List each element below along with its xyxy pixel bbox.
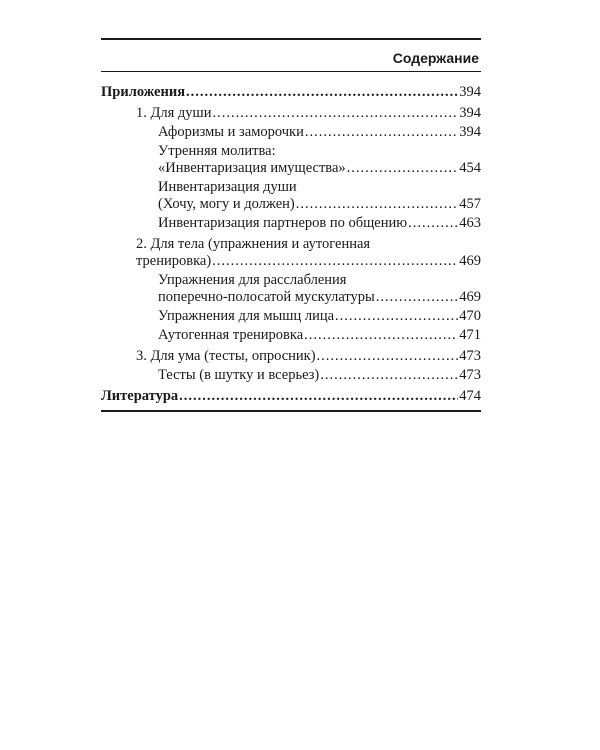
toc-entry[interactable] — [101, 84, 481, 101]
toc-entry-title: 1. Для души — [136, 105, 212, 121]
toc-entry[interactable] — [101, 236, 481, 270]
page-title: Содержание — [392, 50, 479, 66]
book-page — [101, 38, 481, 412]
toc-entry-title: Упражнения для мышц лица — [158, 308, 335, 324]
toc-entry-title: поперечно-полосатой мускулатуры — [158, 289, 375, 305]
toc-entry[interactable] — [101, 215, 481, 232]
toc-page-number: 463 — [459, 215, 481, 231]
toc-entry-title: Утренняя молитва: — [158, 143, 276, 159]
toc-page-number: 474 — [459, 388, 481, 404]
toc-page-number: 473 — [459, 367, 481, 383]
toc-entry-title: Афоризмы и заморочки — [158, 124, 304, 140]
toc-entry-line — [158, 143, 481, 160]
toc-entry-line — [101, 388, 481, 405]
dot-leader — [186, 84, 458, 101]
toc-entry[interactable] — [101, 143, 481, 177]
toc-entry[interactable] — [101, 179, 481, 213]
toc-page-number: 394 — [459, 84, 481, 100]
dot-leader — [296, 196, 458, 213]
toc-page-number: 473 — [459, 348, 481, 364]
toc-entry-title: 3. Для ума (тесты, опросник) — [136, 348, 316, 364]
dot-leader — [408, 215, 458, 232]
toc-entry-line — [158, 160, 481, 177]
toc-entry[interactable] — [101, 105, 481, 122]
toc-page-number: 469 — [459, 253, 481, 269]
bottom-rule — [101, 410, 481, 412]
dot-leader — [320, 367, 458, 384]
toc-entry[interactable] — [101, 388, 481, 405]
dot-leader — [317, 348, 459, 365]
dot-leader — [305, 124, 458, 141]
toc-entry-title: Упражнения для расслабления — [158, 272, 347, 288]
running-header — [101, 40, 481, 66]
toc-entry-line — [158, 124, 481, 141]
toc-entry-line — [136, 105, 481, 122]
toc-entry-line — [136, 236, 481, 253]
toc-page-number: 457 — [459, 196, 481, 212]
dot-leader — [212, 105, 458, 122]
toc-page-number: 394 — [459, 105, 481, 121]
toc-entry-title: «Инвентаризация имущества» — [158, 160, 346, 176]
toc-entry-line — [158, 179, 481, 196]
toc-entry[interactable] — [101, 308, 481, 325]
toc-entry-line — [136, 253, 481, 270]
dot-leader — [376, 289, 458, 306]
dot-leader — [212, 253, 458, 270]
dot-leader — [179, 388, 458, 405]
toc-entry[interactable] — [101, 348, 481, 365]
toc-entry-line — [158, 215, 481, 232]
toc-page-number: 470 — [459, 308, 481, 324]
toc-entry-title: (Хочу, могу и должен) — [158, 196, 295, 212]
toc-page-number: 471 — [459, 327, 481, 343]
toc-entry-title: тренировка) — [136, 253, 212, 269]
toc-entry-line — [158, 289, 481, 306]
toc-entry-line — [101, 84, 481, 101]
toc-entry-line — [158, 308, 481, 325]
toc-entry-title: Литература — [101, 388, 179, 404]
toc-entry-line — [136, 348, 481, 365]
header-rule — [101, 71, 481, 72]
toc-page-number: 394 — [459, 124, 481, 140]
toc-entry-title: 2. Для тела (упражнения и аутогенная — [136, 236, 371, 252]
toc-entry-line — [158, 327, 481, 344]
table-of-contents — [101, 84, 481, 405]
toc-entry-title: Приложения — [101, 84, 186, 100]
toc-entry-line — [158, 272, 481, 289]
dot-leader — [335, 308, 458, 325]
toc-entry-line — [158, 367, 481, 384]
toc-entry-line — [158, 196, 481, 213]
toc-entry-title: Инвентаризация партнеров по общению — [158, 215, 408, 231]
toc-entry-title: Инвентаризация души — [158, 179, 297, 195]
dot-leader — [304, 327, 458, 344]
toc-page-number: 469 — [459, 289, 481, 305]
toc-entry[interactable] — [101, 327, 481, 344]
dot-leader — [347, 160, 459, 177]
toc-entry[interactable] — [101, 124, 481, 141]
toc-entry-title: Аутогенная тренировка — [158, 327, 304, 343]
toc-entry-title: Тесты (в шутку и всерьез) — [158, 367, 320, 383]
toc-entry[interactable] — [101, 367, 481, 384]
toc-page-number: 454 — [459, 160, 481, 176]
toc-entry[interactable] — [101, 272, 481, 306]
